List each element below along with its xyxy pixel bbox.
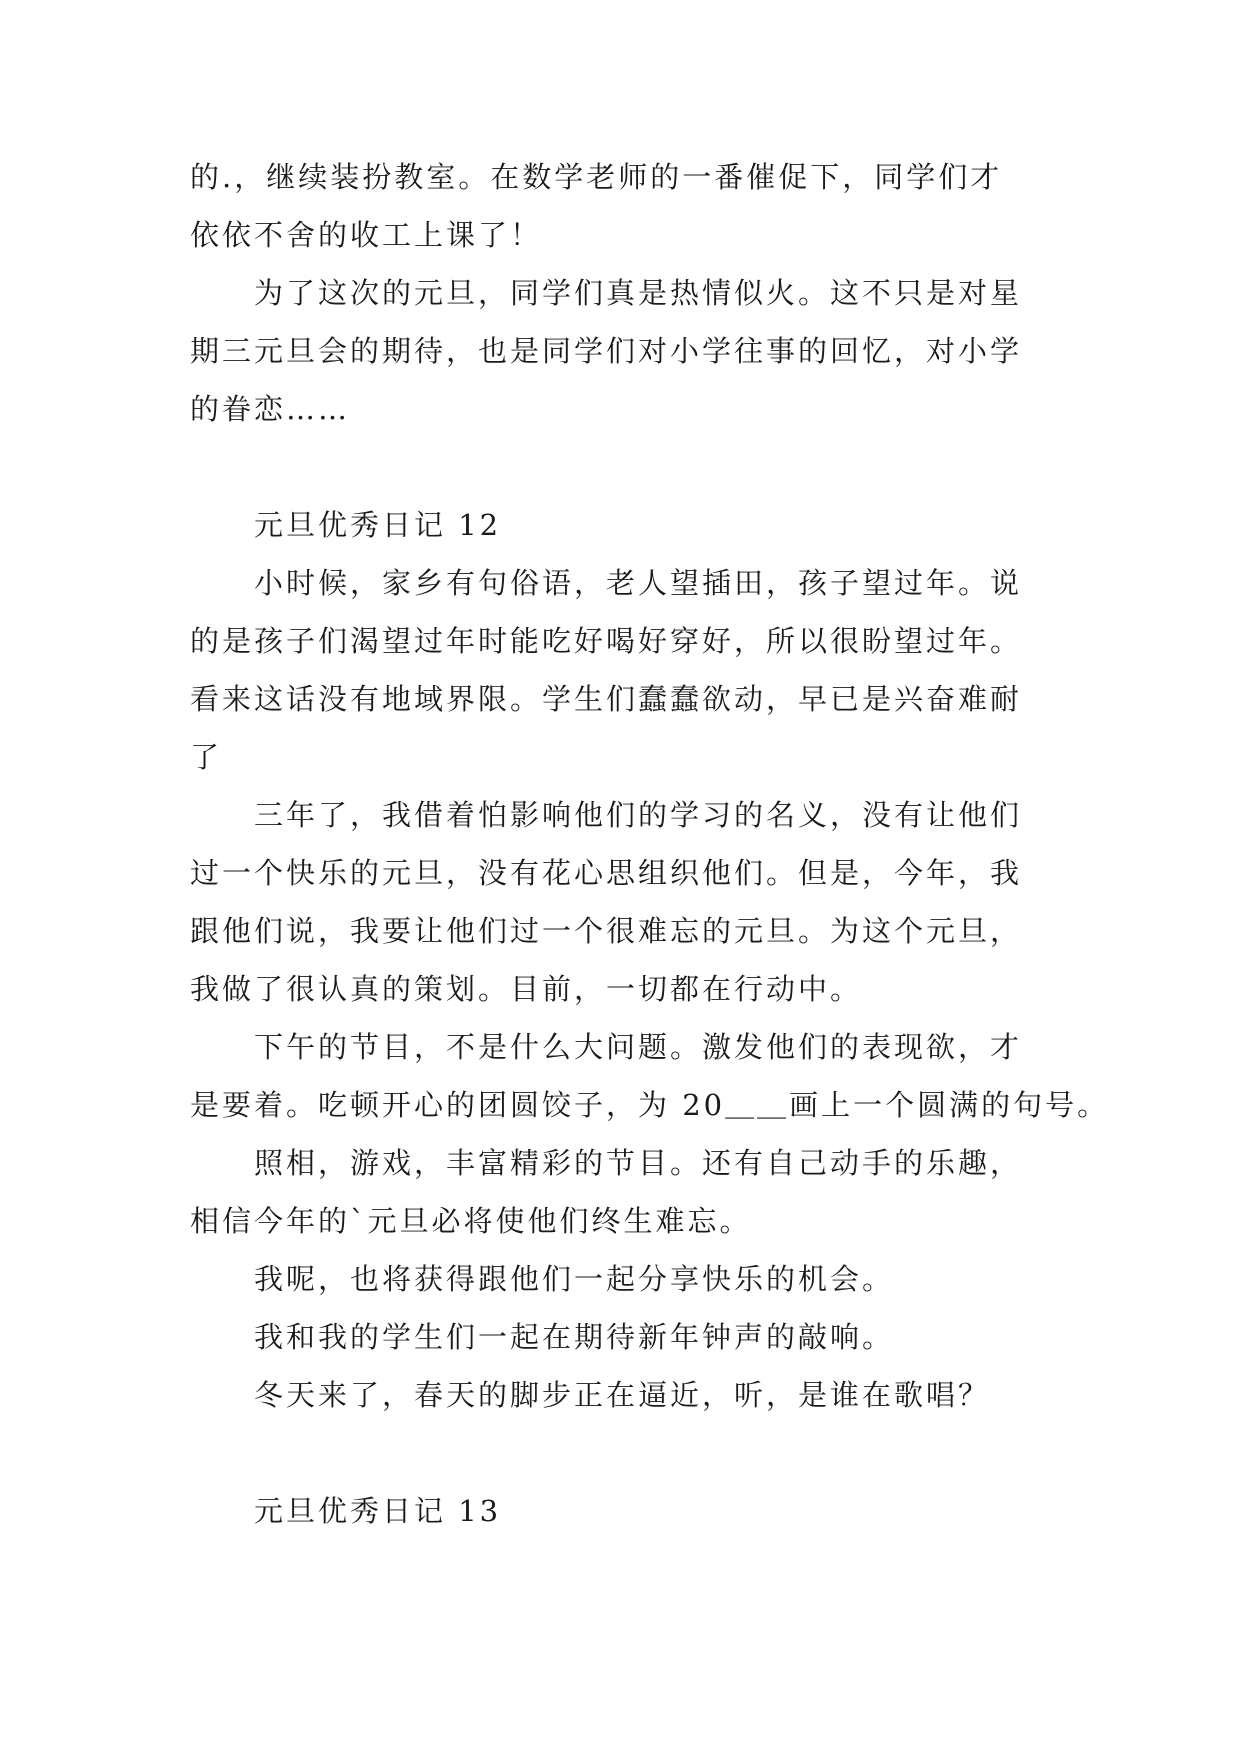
section-heading: 元旦优秀日记 13 <box>254 1494 502 1528</box>
text-line: 我和我的学生们一起在期待新年钟声的敲响。 <box>254 1320 895 1354</box>
text-line: 我呢，也将获得跟他们一起分享快乐的机会。 <box>254 1262 895 1296</box>
text-line: 下午的节目，不是什么大问题。激发他们的表现欲，才 <box>254 1030 1023 1064</box>
text-line: 照相，游戏，丰富精彩的节目。还有自己动手的乐趣， <box>254 1146 1023 1180</box>
text-line: 是要着。吃顿开心的团圆饺子，为 20＿＿画上一个圆满的句号。 <box>190 1088 1110 1122</box>
section-heading: 元旦优秀日记 12 <box>254 508 502 542</box>
text-line: 为了这次的元旦，同学们真是热情似火。这不只是对星 <box>254 276 1023 310</box>
text-line: 冬天来了，春天的脚步正在逼近，听，是谁在歌唱？ <box>254 1378 991 1412</box>
text-line: 小时候，家乡有句俗语，老人望插田，孩子望过年。说 <box>254 566 1023 600</box>
text-line: 期三元旦会的期待，也是同学们对小学往事的回忆，对小学 <box>190 334 1023 368</box>
text-line: 看来这话没有地域界限。学生们蠢蠢欲动，早已是兴奋难耐 <box>190 682 1023 716</box>
text-line: 依依不舍的收工上课了！ <box>190 218 543 252</box>
text-line: 相信今年的`元旦必将使他们终生难忘。 <box>190 1204 752 1238</box>
text-line: 跟他们说，我要让他们过一个很难忘的元旦。为这个元旦， <box>190 914 1023 948</box>
text-line: 的是孩子们渴望过年时能吃好喝好穿好，所以很盼望过年。 <box>190 624 1023 658</box>
text-line: 我做了很认真的策划。目前，一切都在行动中。 <box>190 972 863 1006</box>
text-line: 了 <box>190 740 223 774</box>
document-page <box>190 148 1110 1540</box>
paragraph-gap <box>190 438 1070 496</box>
paragraph-gap <box>190 1424 1070 1482</box>
text-line: 的眷恋…… <box>190 392 351 426</box>
text-line: 三年了，我借着怕影响他们的学习的名义，没有让他们 <box>254 798 1023 832</box>
text-line: 的.，继续装扮教室。在数学老师的一番催促下，同学们才 <box>190 160 1003 194</box>
text-line: 过一个快乐的元旦，没有花心思组织他们。但是，今年，我 <box>190 856 1023 890</box>
